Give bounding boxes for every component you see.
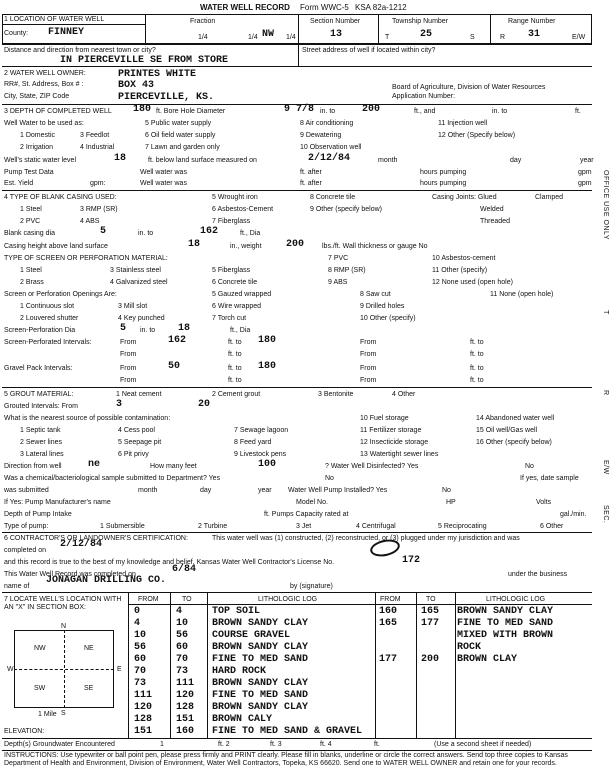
use-dewatering[interactable]: 9 Dewatering [300, 132, 342, 139]
casing-weight-value[interactable]: 200 [286, 239, 305, 250]
opening-gauzed[interactable]: 5 Gauzed wrapped [212, 291, 272, 298]
form-title: WATER WELL RECORD [200, 3, 290, 12]
gravel-ft-to: ft. to [228, 365, 242, 372]
openings-label: Screen or Perforation Openings Are: [4, 291, 117, 298]
pump-other[interactable]: 6 Other [540, 523, 564, 530]
pump-installed-no[interactable]: No [442, 487, 451, 494]
gravel-from-label-3: From [120, 377, 137, 384]
log-from[interactable]: 120 [134, 702, 153, 713]
owner-address[interactable]: BOX 43 [118, 80, 155, 91]
grid-nw: NW [34, 645, 46, 652]
log-row [128, 725, 538, 737]
depth-ft: ft. [374, 741, 380, 748]
owner-city[interactable]: PIERCEVILLE, KS. [118, 92, 215, 103]
perf-dia-value[interactable]: 5 [120, 323, 127, 334]
log-from-header-2: FROM [380, 596, 401, 603]
screen-rmp[interactable]: 8 RMP (SR) [328, 267, 366, 274]
grout-cement-grout[interactable]: 2 Cement grout [212, 391, 261, 398]
log-from[interactable]: 4 [134, 618, 141, 629]
contam-livestock[interactable]: 9 Livestock pens [234, 451, 287, 458]
static-day: day [510, 157, 522, 164]
opening-mill-slot[interactable]: 3 Mill slot [118, 303, 148, 310]
gravel-to-value[interactable]: 180 [258, 361, 277, 372]
gravel-from-label-4: From [360, 377, 377, 384]
perf-ft-to-3: ft. to [228, 351, 242, 358]
log-to[interactable]: 151 [176, 714, 195, 725]
owner-address-label: RR#, St. Address, Box # : [4, 81, 84, 88]
static-level-label: Well's static water level [4, 157, 77, 164]
casing-abs[interactable]: 4 ABS [80, 218, 100, 225]
grid-west: W [7, 666, 14, 673]
log-description[interactable]: FINE TO MED SAND [212, 690, 309, 701]
office-use-only-label: OFFICE USE ONLY [602, 170, 609, 240]
contam-fuel[interactable]: 10 Fuel storage [360, 415, 409, 422]
gravel-ft-to-3: ft. to [228, 377, 242, 384]
casing-asbestos[interactable]: 6 Asbestos-Cement [212, 206, 274, 213]
pump-capacity-label: ft. Pumps Capacity rated at [264, 511, 349, 518]
grout-from-value[interactable]: 3 [116, 399, 123, 410]
grid-south: S [61, 710, 66, 717]
log-from[interactable]: 151 [134, 726, 153, 737]
log-description[interactable]: TOP SOIL [212, 606, 261, 617]
sidebar-ew: E/W [602, 460, 609, 475]
elevation-label: ELEVATION: [4, 728, 45, 735]
sample-month: month [138, 487, 158, 494]
pump-hp-label: HP [446, 499, 456, 506]
contam-fertilizer[interactable]: 11 Fertilizer storage [360, 427, 422, 434]
bore-to-value[interactable]: 200 [362, 104, 381, 115]
screen-steel[interactable]: 1 Steel [20, 267, 42, 274]
pump-reciprocating[interactable]: 5 Reciprocating [438, 523, 487, 530]
log-to[interactable]: 177 [421, 618, 440, 629]
gravel-ft-to-4: ft. to [470, 377, 484, 384]
perf-ft-to-4: ft. to [470, 351, 484, 358]
use-lawn[interactable]: 7 Lawn and garden only [145, 144, 220, 151]
application-number-label: Application Number: [392, 93, 456, 100]
pump-intake-label: Depth of Pump Intake [4, 511, 72, 518]
perf-ft-to: ft. to [228, 339, 242, 346]
pump-volts-label: Volts [536, 499, 552, 506]
log-from[interactable]: 165 [379, 618, 398, 629]
use-industrial[interactable]: 4 Industrial [80, 144, 115, 151]
grid-sw: SW [34, 685, 46, 692]
casing-fiberglass[interactable]: 7 Fiberglass [212, 218, 251, 225]
sidebar-t: T [602, 310, 609, 315]
cert-label: 6 CONTRACTOR'S OR LANDOWNER'S CERTIFICATION: [4, 535, 188, 542]
disinfected-label: ? Water Well Disinfected? Yes [325, 463, 419, 470]
second-sheet-note: (Use a second sheet if needed) [434, 741, 532, 748]
opening-torch-cut[interactable]: 7 Torch cut [212, 315, 247, 322]
contam-abandoned-well[interactable]: 14 Abandoned water well [476, 415, 555, 422]
cert-text-1: This water well was (1) constructed, (2) reconstructed, or (3) plugged under my jurisdiction and was [212, 535, 520, 542]
bore-ft-2: ft. [575, 108, 581, 115]
use-observation[interactable]: 10 Observation well [300, 144, 362, 151]
log-description[interactable]: BROWN CALY [212, 714, 273, 725]
grout-intervals-label: Grouted Intervals: From [4, 403, 78, 410]
board-agriculture: Board of Agriculture, Division of Water Resources [392, 84, 546, 91]
casing-rmp[interactable]: 3 RMP (SR) [80, 206, 118, 213]
pump-test-label: Pump Test Data [4, 169, 54, 176]
blank-ft-dia: ft., Dia [240, 230, 261, 237]
static-level-date[interactable]: 2/12/84 [308, 153, 351, 164]
pump-jet[interactable]: 3 Jet [296, 523, 312, 530]
log-from[interactable]: 160 [379, 606, 398, 617]
location-label: 1 LOCATION OF WATER WELL [4, 16, 105, 23]
perf-from-label-4: From [360, 351, 377, 358]
contam-other[interactable]: 16 Other (specify below) [476, 439, 552, 446]
casing-steel[interactable]: 1 Steel [20, 206, 42, 213]
log-row [128, 689, 538, 701]
pump-test-hours: hours pumping [420, 169, 467, 176]
gravel-from-value[interactable]: 50 [168, 361, 181, 372]
log-to[interactable]: 160 [176, 726, 195, 737]
sidebar-sec: SEC. [602, 505, 609, 524]
casing-wrought-iron[interactable]: 5 Wrought iron [212, 194, 258, 201]
cert-signature-label: by (signature) [290, 583, 333, 590]
log-to[interactable]: 56 [176, 630, 189, 641]
opening-other[interactable]: 10 Other (specify) [360, 315, 416, 322]
section-number-label: Section Number [310, 18, 361, 25]
log-row [128, 665, 538, 677]
screen-other[interactable]: 11 Other (specify) [432, 267, 488, 274]
log-from[interactable]: 128 [134, 714, 153, 725]
log-locate-label: 7 LOCATE WELL'S LOCATION WITH AN "X" IN SECTION BOX: [4, 596, 122, 612]
perf-from-value[interactable]: 162 [168, 335, 187, 346]
static-level-value[interactable]: 18 [114, 153, 127, 164]
est-yield-ft-after: ft. after [300, 180, 322, 187]
depth-value[interactable]: 180 [133, 104, 152, 115]
log-description[interactable]: FINE TO MED SAND & GRAVEL [212, 726, 363, 737]
log-description[interactable]: FINE TO MED SAND [212, 654, 309, 665]
depth-3: ft. 3 [270, 741, 282, 748]
log-description[interactable]: BROWN SANDY CLAY [212, 702, 309, 713]
form-number: Form WWC-5 [300, 3, 349, 12]
log-from[interactable]: 0 [134, 606, 141, 617]
disinfected-no[interactable]: No [525, 463, 534, 470]
perf-in-to: in. to [140, 327, 156, 334]
log-row [373, 641, 611, 653]
contam-septic[interactable]: 1 Septic tank [20, 427, 61, 434]
owner-label: 2 WATER WELL OWNER: [4, 70, 86, 77]
cert-completed-date[interactable]: 2/12/84 [60, 539, 103, 550]
opening-wire-wrapped[interactable]: 6 Wire wrapped [212, 303, 262, 310]
grid-ne: NE [84, 645, 94, 652]
log-to[interactable]: 70 [176, 654, 189, 665]
township-value[interactable]: 25 [420, 29, 433, 40]
casing-pvc[interactable]: 2 PVC [20, 218, 41, 225]
est-yield-label: Est. Yield [4, 180, 34, 187]
log-to[interactable]: 60 [176, 642, 189, 653]
perf-to-value[interactable]: 18 [178, 323, 191, 334]
screen-brass[interactable]: 2 Brass [20, 279, 44, 286]
opening-none[interactable]: 11 None (open hole) [490, 291, 554, 298]
instructions: INSTRUCTIONS: Use typewriter or ball point pen, please press firmly and PRINT clearly. Please fill in blanks, underline or circle the correct answers. Send top three copies to Kansas Department of Health and Environment, Division of Environment, Water Well Contractors, Topeka, KS 66620. Send one to WATER WELL OWNER and retain one for your records. [4, 752, 568, 768]
cert-text-4: under the business [508, 571, 568, 578]
static-month: month [378, 157, 398, 164]
log-to[interactable]: 120 [176, 690, 195, 701]
opening-louvered[interactable]: 2 Louvered shutter [20, 315, 79, 322]
contam-sewer[interactable]: 2 Sewer lines [20, 439, 63, 446]
depth-2: ft. 2 [218, 741, 230, 748]
perf-ft-dia: ft., Dia [230, 327, 251, 334]
gravel-from-label: From [120, 365, 137, 372]
log-litho-header-2: LITHOLOGIC LOG [486, 596, 546, 603]
cert-text-3: This Water Well Record was completed on [4, 571, 136, 578]
log-row [373, 653, 611, 665]
casing-threaded[interactable]: Threaded [480, 218, 510, 225]
log-row [373, 605, 611, 617]
log-row [373, 617, 611, 629]
sample-no[interactable]: No [325, 475, 334, 482]
static-level-rest: ft. below land surface measured on [148, 157, 257, 164]
contam-insecticide[interactable]: 12 Insecticide storage [360, 439, 429, 446]
sample-date-label: If yes, date sample [520, 475, 579, 482]
sample-submitted-label: was submitted [4, 487, 49, 494]
grout-label: 5 GROUT MATERIAL: [4, 391, 74, 398]
blank-to-value[interactable]: 162 [200, 226, 219, 237]
log-row [128, 701, 538, 713]
log-from[interactable]: 60 [134, 654, 147, 665]
pump-centrifugal[interactable]: 4 Centrifugal [356, 523, 396, 530]
gravel-from-label-2: From [360, 365, 377, 372]
sample-question: Was a chemical/bacteriological sample submitted to Department? Yes [4, 475, 221, 482]
contam-pit-privy[interactable]: 6 Pit privy [118, 451, 149, 458]
pump-turbine[interactable]: 2 Turbine [198, 523, 228, 530]
log-description[interactable]: MIXED WITH BROWN [457, 630, 554, 641]
use-feedlot[interactable]: 3 Feedlot [80, 132, 110, 139]
quarter-2-value[interactable]: NW [262, 29, 275, 40]
pump-galmin: gal./min. [560, 511, 587, 518]
direction-value[interactable]: ne [88, 459, 101, 470]
log-to[interactable]: 200 [421, 654, 440, 665]
depth-label: 3 DEPTH OF COMPLETED WELL [4, 108, 112, 115]
use-other[interactable]: 12 Other (Specify below) [438, 132, 516, 139]
casing-other[interactable]: 9 Other (specify below) [310, 206, 382, 213]
section-number-value[interactable]: 13 [330, 29, 343, 40]
log-description[interactable]: HARD ROCK [212, 666, 267, 677]
pump-test-gpm: gpm [578, 169, 592, 176]
screen-abs[interactable]: 9 ABS [328, 279, 348, 286]
opening-key-punched[interactable]: 4 Key punched [118, 315, 165, 322]
owner-city-label: City, State, ZIP Code [4, 93, 70, 100]
contam-seepage[interactable]: 5 Seepage pit [118, 439, 162, 446]
depth-4: ft. 4 [320, 741, 332, 748]
how-many-feet-label: How many feet [150, 463, 197, 470]
screen-fiberglass[interactable]: 5 Fiberglass [212, 267, 251, 274]
street-address-label: Street address of well if located within city? [302, 47, 436, 54]
log-to-header-2: TO [426, 596, 436, 603]
bore-ft-and: ft., and [414, 108, 436, 115]
cert-license[interactable]: 172 [402, 555, 421, 566]
log-description[interactable]: ROCK [457, 642, 482, 653]
quarter-2: 1/4 [248, 34, 258, 41]
casing-concrete[interactable]: 8 Concrete tile [310, 194, 356, 201]
perf-to2-value[interactable]: 180 [258, 335, 277, 346]
cert-name-of: name of [4, 583, 30, 590]
use-irrigation[interactable]: 2 Irrigation [20, 144, 54, 151]
pump-test-water-was: Well water was [140, 169, 187, 176]
casing-height-label: Casing height above land surface [4, 243, 108, 250]
screen-asbestos[interactable]: 10 Asbestos-cement [432, 255, 496, 262]
county-label: County: [4, 30, 29, 37]
bore-in-to: in. to [320, 108, 336, 115]
log-to[interactable]: 4 [176, 606, 183, 617]
county-value[interactable]: FINNEY [48, 27, 85, 38]
gravel-label: Gravel Pack Intervals: [4, 365, 73, 372]
grid-north: N [61, 623, 67, 630]
use-air-conditioning[interactable]: 8 Air conditioning [300, 120, 354, 127]
township-s: S [470, 34, 475, 41]
screen-pvc[interactable]: 7 PVC [328, 255, 349, 262]
opening-drilled[interactable]: 9 Drilled holes [360, 303, 405, 310]
perf-dia-label: Screen-Perforation Dia [4, 327, 76, 334]
use-domestic[interactable]: 1 Domestic [20, 132, 56, 139]
range-ew: E/W [572, 34, 586, 41]
screen-type-label: TYPE OF SCREEN OR PERFORATION MATERIAL: [4, 255, 168, 262]
screen-stainless[interactable]: 3 Stainless steel [110, 267, 161, 274]
est-yield-gpm: gpm: [90, 180, 106, 187]
log-description[interactable]: BROWN SANDY CLAY [212, 642, 309, 653]
bore-diameter[interactable]: 9 7/8 [284, 104, 315, 115]
casing-weight-label: in., weight [230, 243, 262, 250]
use-public-water[interactable]: 5 Public water supply [145, 120, 212, 127]
depths-encountered-label: Depth(s) Groundwater Encountered [4, 741, 115, 748]
township-label: Township Number [392, 18, 449, 25]
log-litho-header: LITHOLOGIC LOG [258, 596, 318, 603]
cert-record-date[interactable]: 6/84 [172, 564, 197, 575]
grout-bentonite[interactable]: 3 Bentonite [318, 391, 354, 398]
log-description[interactable]: BROWN CLAY [457, 654, 518, 665]
range-label: Range Number [508, 18, 556, 25]
township-t: T [385, 34, 390, 41]
pump-model-label: Model No. [296, 499, 328, 506]
log-row [373, 629, 611, 641]
casing-thickness-label: lbs./ft. Wall thickness or gauge No [322, 243, 428, 250]
cert-text-2: and this record is true to the best of my knowledge and belief. Kansas Water Well Contractor's License No. [4, 559, 335, 566]
log-from[interactable]: 73 [134, 678, 147, 689]
quarter-1: 1/4 [198, 34, 208, 41]
blank-in-to: in. to [138, 230, 154, 237]
ksa-reference: KSA 82a-1212 [355, 3, 407, 12]
grid-se: SE [84, 685, 94, 692]
log-from[interactable]: 70 [134, 666, 147, 677]
pump-test-ft-after: ft. after [300, 169, 322, 176]
sample-year: year [258, 487, 272, 494]
casing-height-value[interactable]: 18 [188, 239, 201, 250]
log-description[interactable]: BROWN SANDY CLAY [212, 618, 309, 629]
log-description[interactable]: COURSE GRAVEL [212, 630, 291, 641]
range-r: R [500, 34, 506, 41]
quarter-3: 1/4 [286, 34, 296, 41]
screen-none[interactable]: 12 None used (open hole) [432, 279, 513, 286]
cert-business-name[interactable]: JONAGAN DRILLING CO. [46, 575, 167, 586]
cert-completed-label: completed on [4, 547, 47, 554]
fraction-label: Fraction [190, 18, 216, 25]
grout-to-value[interactable]: 20 [198, 399, 211, 410]
contam-cess-pool[interactable]: 4 Cess pool [118, 427, 155, 434]
log-row [128, 677, 538, 689]
bore-in-to-2: in. to [492, 108, 508, 115]
log-from[interactable]: 10 [134, 630, 147, 641]
log-to[interactable]: 128 [176, 702, 195, 713]
log-from-header: FROM [138, 596, 159, 603]
feet-value[interactable]: 100 [258, 459, 277, 470]
contam-oil-gas[interactable]: 15 Oil well/Gas well [476, 427, 538, 434]
log-to[interactable]: 111 [176, 678, 195, 689]
distance-value[interactable]: IN PIERCEVILLE SE FROM STORE [60, 55, 229, 66]
screen-concrete[interactable]: 6 Concrete tile [212, 279, 258, 286]
contam-sewage-lagoon[interactable]: 7 Sewage lagoon [234, 427, 289, 434]
blank-dia-label: Blank casing dia [4, 230, 55, 237]
grid-east: E [117, 666, 122, 673]
contam-feed-yard[interactable]: 8 Feed yard [234, 439, 272, 446]
log-from[interactable]: 111 [134, 690, 153, 701]
sidebar-r: R [602, 390, 609, 396]
opening-continuous[interactable]: 1 Continuous slot [20, 303, 75, 310]
depth-1: 1 [160, 741, 164, 748]
perf-intervals-label: Screen-Perforated Intervals: [4, 339, 92, 346]
est-yield-hours: hours pumping [420, 180, 467, 187]
casing-welded[interactable]: Welded [480, 206, 504, 213]
pump-submersible[interactable]: 1 Submersible [100, 523, 145, 530]
log-description[interactable]: FINE TO MED SAND [457, 618, 554, 629]
perf-from-label-3: From [120, 351, 137, 358]
est-yield-water-was: Well water was [140, 180, 187, 187]
log-description[interactable]: BROWN SANDY CLAY [212, 678, 309, 689]
pump-type-label: Type of pump: [4, 523, 49, 530]
grout-other[interactable]: 4 Other [392, 391, 416, 398]
grout-neat-cement[interactable]: 1 Neat cement [116, 391, 162, 398]
grid-mile-label: 1 Mile [38, 711, 57, 718]
casing-joints-label: Casing Joints: Glued [432, 194, 497, 201]
static-year: year [580, 157, 594, 164]
log-to-header: TO [182, 596, 192, 603]
gravel-ft-to-2: ft. to [470, 365, 484, 372]
owner-name[interactable]: PRINTES WHITE [118, 69, 197, 80]
perf-from-label: From [120, 339, 137, 346]
log-from[interactable]: 56 [134, 642, 147, 653]
distance-label: Distance and direction from nearest town or city? [4, 47, 156, 54]
log-row [128, 713, 538, 725]
perf-ft-to-2: ft. to [470, 339, 484, 346]
water-use-label: Well Water to be used as: [4, 120, 84, 127]
direction-label: Direction from well [4, 463, 62, 470]
screen-galvanized[interactable]: 4 Galvanized steel [110, 279, 168, 286]
log-from[interactable]: 177 [379, 654, 398, 665]
blank-dia-value[interactable]: 5 [100, 226, 107, 237]
use-injection-well[interactable]: 11 Injection well [438, 120, 488, 127]
pump-mfr-label: If Yes: Pump Manufacturer's name [4, 499, 111, 506]
log-description[interactable]: BROWN SANDY CLAY [457, 606, 554, 617]
casing-clamped[interactable]: Clamped [535, 194, 564, 201]
perf-from-label-2: From [360, 339, 377, 346]
range-value[interactable]: 31 [528, 29, 541, 40]
casing-label: 4 TYPE OF BLANK CASING USED: [4, 194, 117, 201]
opening-saw-cut[interactable]: 8 Saw cut [360, 291, 391, 298]
log-to[interactable]: 10 [176, 618, 189, 629]
pump-installed-label: Water Well Pump Installed? Yes [288, 487, 388, 494]
bore-label: ft. Bore Hole Diameter [156, 108, 226, 115]
use-oil-field[interactable]: 6 Oil field water supply [145, 132, 216, 139]
log-to[interactable]: 165 [421, 606, 440, 617]
contamination-label: What is the nearest source of possible contamination: [4, 415, 171, 422]
contam-watertight[interactable]: 13 Watertight sewer lines [360, 451, 439, 458]
log-to[interactable]: 73 [176, 666, 189, 677]
est-yield-gpm-2: gpm [578, 180, 592, 187]
contam-lateral[interactable]: 3 Lateral lines [20, 451, 64, 458]
sample-day: day [200, 487, 212, 494]
